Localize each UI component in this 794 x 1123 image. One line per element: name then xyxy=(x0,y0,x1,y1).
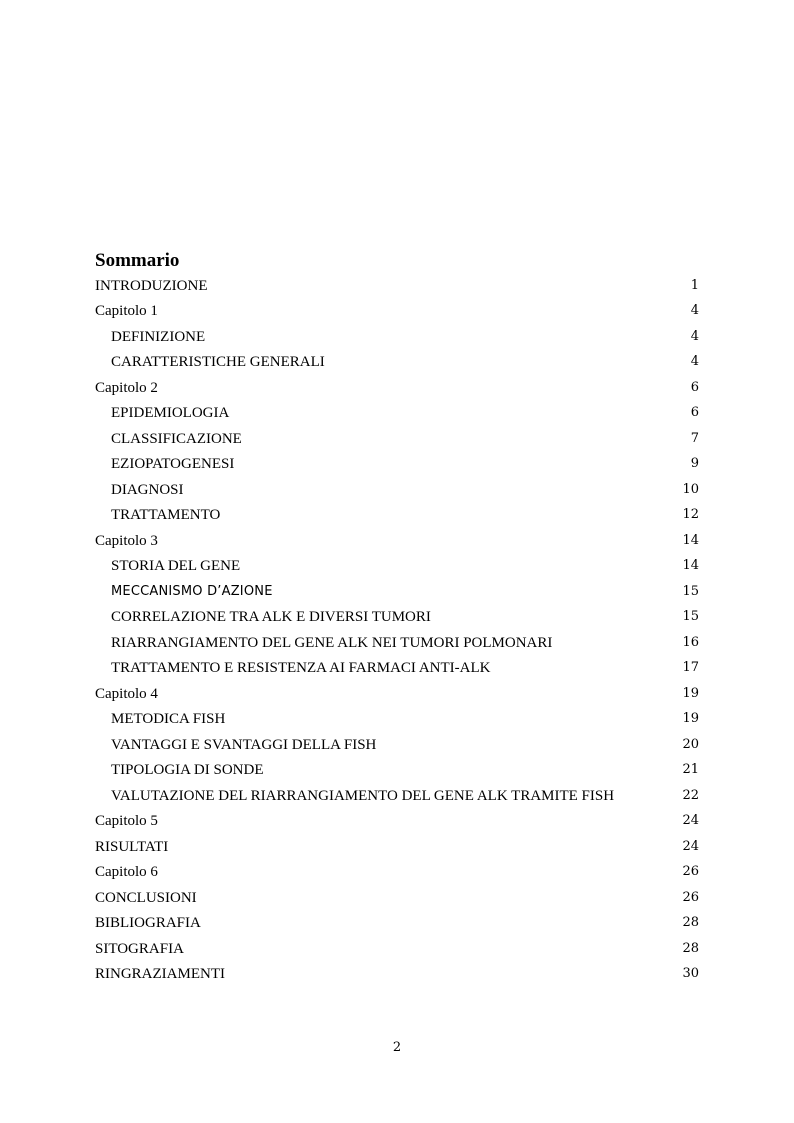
toc-entry[interactable] xyxy=(95,273,699,299)
toc-entry[interactable] xyxy=(95,936,699,962)
toc-entry[interactable] xyxy=(95,401,699,427)
toc-entry-page: 14 xyxy=(682,558,699,574)
toc-entry-page: 9 xyxy=(690,456,699,472)
toc-entry[interactable] xyxy=(95,630,699,656)
toc-entry-page: 30 xyxy=(682,966,699,982)
toc-entry-label: Capitolo 5 xyxy=(95,813,158,830)
toc-entry[interactable] xyxy=(95,350,699,376)
toc-entry-label: EPIDEMIOLOGIA xyxy=(111,405,230,422)
toc-entry-label: RINGRAZIAMENTI xyxy=(95,966,225,983)
toc-entry-label: CONCLUSIONI xyxy=(95,889,197,906)
toc-entry-page: 28 xyxy=(682,915,699,931)
toc-entry[interactable] xyxy=(95,834,699,860)
toc-entry[interactable] xyxy=(95,707,699,733)
page-number: 2 xyxy=(392,1040,402,1055)
toc-entry[interactable] xyxy=(95,324,699,350)
toc-entry-page: 19 xyxy=(682,711,699,727)
toc-entry[interactable] xyxy=(95,477,699,503)
toc-entry-label: Capitolo 1 xyxy=(95,303,158,320)
toc-entry[interactable] xyxy=(95,860,699,886)
toc-entry[interactable] xyxy=(95,579,699,605)
toc-entry-label: DEFINIZIONE xyxy=(111,328,206,345)
toc-entry-label: Capitolo 6 xyxy=(95,864,158,881)
toc-entry[interactable] xyxy=(95,783,699,809)
toc-entry-page: 20 xyxy=(682,736,699,752)
page-title: Sommario xyxy=(95,250,180,271)
toc-entry[interactable] xyxy=(95,681,699,707)
toc-entry-page: 15 xyxy=(682,583,699,599)
toc-entry-page: 16 xyxy=(682,634,699,650)
toc-entry-page: 28 xyxy=(682,940,699,956)
toc-entry[interactable] xyxy=(95,732,699,758)
toc-entry[interactable] xyxy=(95,426,699,452)
toc-entry-page: 14 xyxy=(682,532,699,548)
toc-entry-page: 24 xyxy=(682,813,699,829)
toc-entry-page: 26 xyxy=(682,889,699,905)
toc-entry-page: 26 xyxy=(682,864,699,880)
toc-entry-page: 4 xyxy=(690,328,699,344)
toc-entry-page: 4 xyxy=(690,354,699,370)
toc-entry-label: TIPOLOGIA DI SONDE xyxy=(111,762,264,779)
toc-entry-label: VALUTAZIONE DEL RIARRANGIAMENTO DEL GENE ALK TRAMITE FISH xyxy=(111,787,615,804)
toc-entry[interactable] xyxy=(95,299,699,325)
toc-entry-label: CLASSIFICAZIONE xyxy=(111,430,242,447)
toc-entry-label: STORIA DEL GENE xyxy=(111,558,241,575)
toc-entry-label: METODICA FISH xyxy=(111,711,226,728)
toc-entry-page: 6 xyxy=(690,405,699,421)
toc-entry[interactable] xyxy=(95,809,699,835)
toc-entry-label: TRATTAMENTO E RESISTENZA AI FARMACI ANTI-ALK xyxy=(111,660,491,677)
toc-entry[interactable] xyxy=(95,605,699,631)
toc-entry[interactable] xyxy=(95,885,699,911)
toc-entry-page: 10 xyxy=(682,481,699,497)
toc-entry-label: INTRODUZIONE xyxy=(95,277,208,294)
toc-entry[interactable] xyxy=(95,554,699,580)
toc-entry[interactable] xyxy=(95,656,699,682)
toc-entry-page: 7 xyxy=(690,430,699,446)
toc-entry-label: CARATTERISTICHE GENERALI xyxy=(111,354,325,371)
toc-entry-page: 12 xyxy=(682,507,699,523)
toc-entry-label: MECCANISMO D’AZIONE xyxy=(111,583,273,599)
toc-entry-label: BIBLIOGRAFIA xyxy=(95,915,201,932)
toc-entry-page: 19 xyxy=(682,685,699,701)
toc-entry-page: 22 xyxy=(682,787,699,803)
table-of-contents xyxy=(95,273,699,987)
toc-entry-page: 17 xyxy=(682,660,699,676)
toc-entry-page: 15 xyxy=(682,609,699,625)
toc-entry[interactable] xyxy=(95,962,699,988)
toc-entry[interactable] xyxy=(95,452,699,478)
toc-entry-page: 21 xyxy=(682,762,699,778)
toc-entry-page: 1 xyxy=(690,277,699,293)
toc-entry-label: Capitolo 4 xyxy=(95,685,158,702)
toc-entry-label: Capitolo 3 xyxy=(95,532,158,549)
toc-entry[interactable] xyxy=(95,375,699,401)
toc-entry[interactable] xyxy=(95,503,699,529)
toc-entry-page: 6 xyxy=(690,379,699,395)
toc-entry-label: TRATTAMENTO xyxy=(111,507,221,524)
toc-entry-label: CORRELAZIONE TRA ALK E DIVERSI TUMORI xyxy=(111,609,431,626)
toc-entry[interactable] xyxy=(95,911,699,937)
toc-entry[interactable] xyxy=(95,528,699,554)
toc-entry-label: DIAGNOSI xyxy=(111,481,184,498)
toc-entry-label: Capitolo 2 xyxy=(95,379,158,396)
toc-entry-label: VANTAGGI E SVANTAGGI DELLA FISH xyxy=(111,736,377,753)
toc-entry[interactable] xyxy=(95,758,699,784)
toc-entry-label: RISULTATI xyxy=(95,838,169,855)
toc-entry-page: 4 xyxy=(690,303,699,319)
toc-entry-page: 24 xyxy=(682,838,699,854)
toc-entry-label: RIARRANGIAMENTO DEL GENE ALK NEI TUMORI POLMONARI xyxy=(111,634,553,651)
toc-entry-label: SITOGRAFIA xyxy=(95,940,184,957)
toc-entry-label: EZIOPATOGENESI xyxy=(111,456,235,473)
